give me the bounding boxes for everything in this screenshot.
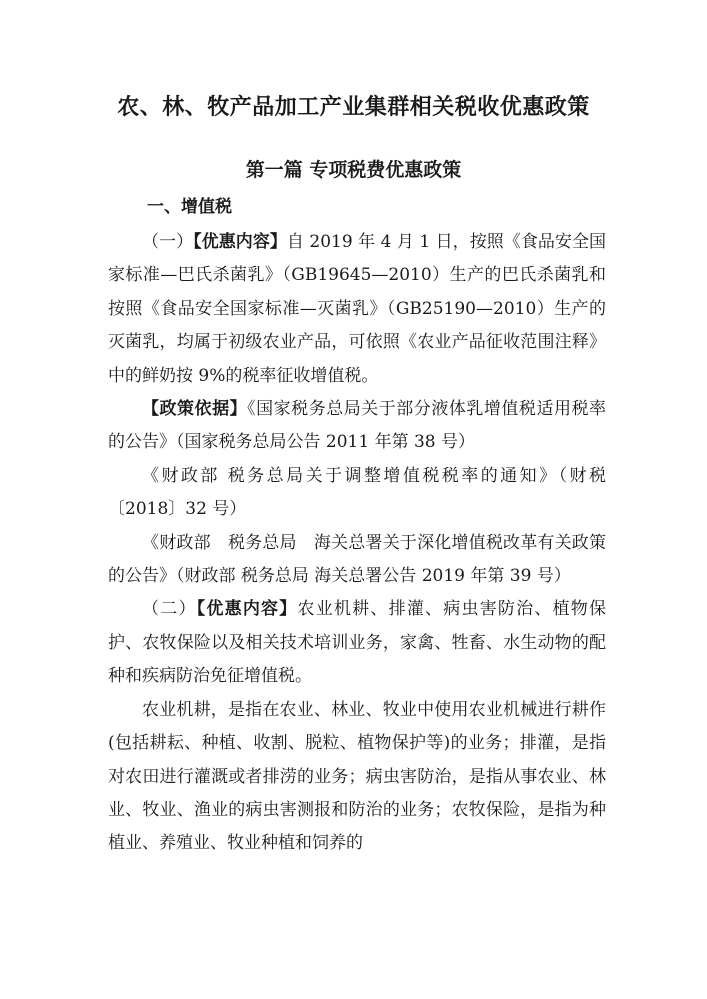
paragraph-preferential-content-1 <box>108 226 606 393</box>
document-body <box>108 226 606 861</box>
item-number: （一） <box>142 232 194 252</box>
item-number: （二） <box>142 599 197 620</box>
tag-preferential-content: 【优惠内容】 <box>196 599 298 620</box>
paragraph-policy-reference-3 <box>108 527 606 594</box>
paragraph-text: 农业机耕，是指在农业、林业、牧业中使用农业机械进行耕作(包括耕耘、种植、收割、脱粒、植物保护等)的业务；排灌，是指对农田进行灌溉或者排涝的业务；病虫害防治，是指从事农业、林业、牧业、渔业的病虫害测报和防治的业务；农牧保险，是指为种植业、养殖业、牧业种植和饲养的 <box>108 699 606 854</box>
section-heading: 一、增值税 <box>147 197 232 217</box>
tag-preferential-content: 【优惠内容】 <box>193 232 287 252</box>
paragraph-preferential-content-2 <box>108 593 606 693</box>
paragraph-policy-basis <box>108 393 606 460</box>
paragraph-text: 《国家税务总局关于部分液体乳增值税适用税率的公告》（国家税务总局公告 2011 年第 38 号） <box>108 399 607 453</box>
document-title: 农、林、牧产品加工产业集群相关税收优惠政策 <box>117 94 590 120</box>
part-title: 第一篇 专项税费优惠政策 <box>245 159 462 181</box>
paragraph-text: 自 2019 年 4 月 1 日，按照《食品安全国家标准—巴氏杀菌乳》（GB19645—2010）生产的巴氏杀菌乳和按照《食品安全国家标准—灭菌乳》（GB25190—2010）生产的灭菌乳，均属于初级农业产品，可依照《农业产品征收范围注释》中的鲜奶按 9%的税率征收增值税。 <box>108 232 607 386</box>
paragraph-text: 农业机耕、排灌、病虫害防治、植物保护、农牧保险以及相关技术培训业务，家禽、牲畜、水生动物的配种和疾病防治免征增值税。 <box>108 599 607 687</box>
paragraph-policy-reference-2 <box>108 460 606 527</box>
paragraph-text: 《财政部 税务总局关于调整增值税税率的通知》（财税〔2018〕32 号） <box>108 465 606 520</box>
paragraph-text: 《财政部 税务总局 海关总署关于深化增值税改革有关政策的公告》（财政部 税务总局 海关总署公告 2019 年第 39 号） <box>108 532 606 587</box>
paragraph-definitions <box>108 694 606 861</box>
tag-policy-basis: 【政策依据】 <box>142 399 248 420</box>
